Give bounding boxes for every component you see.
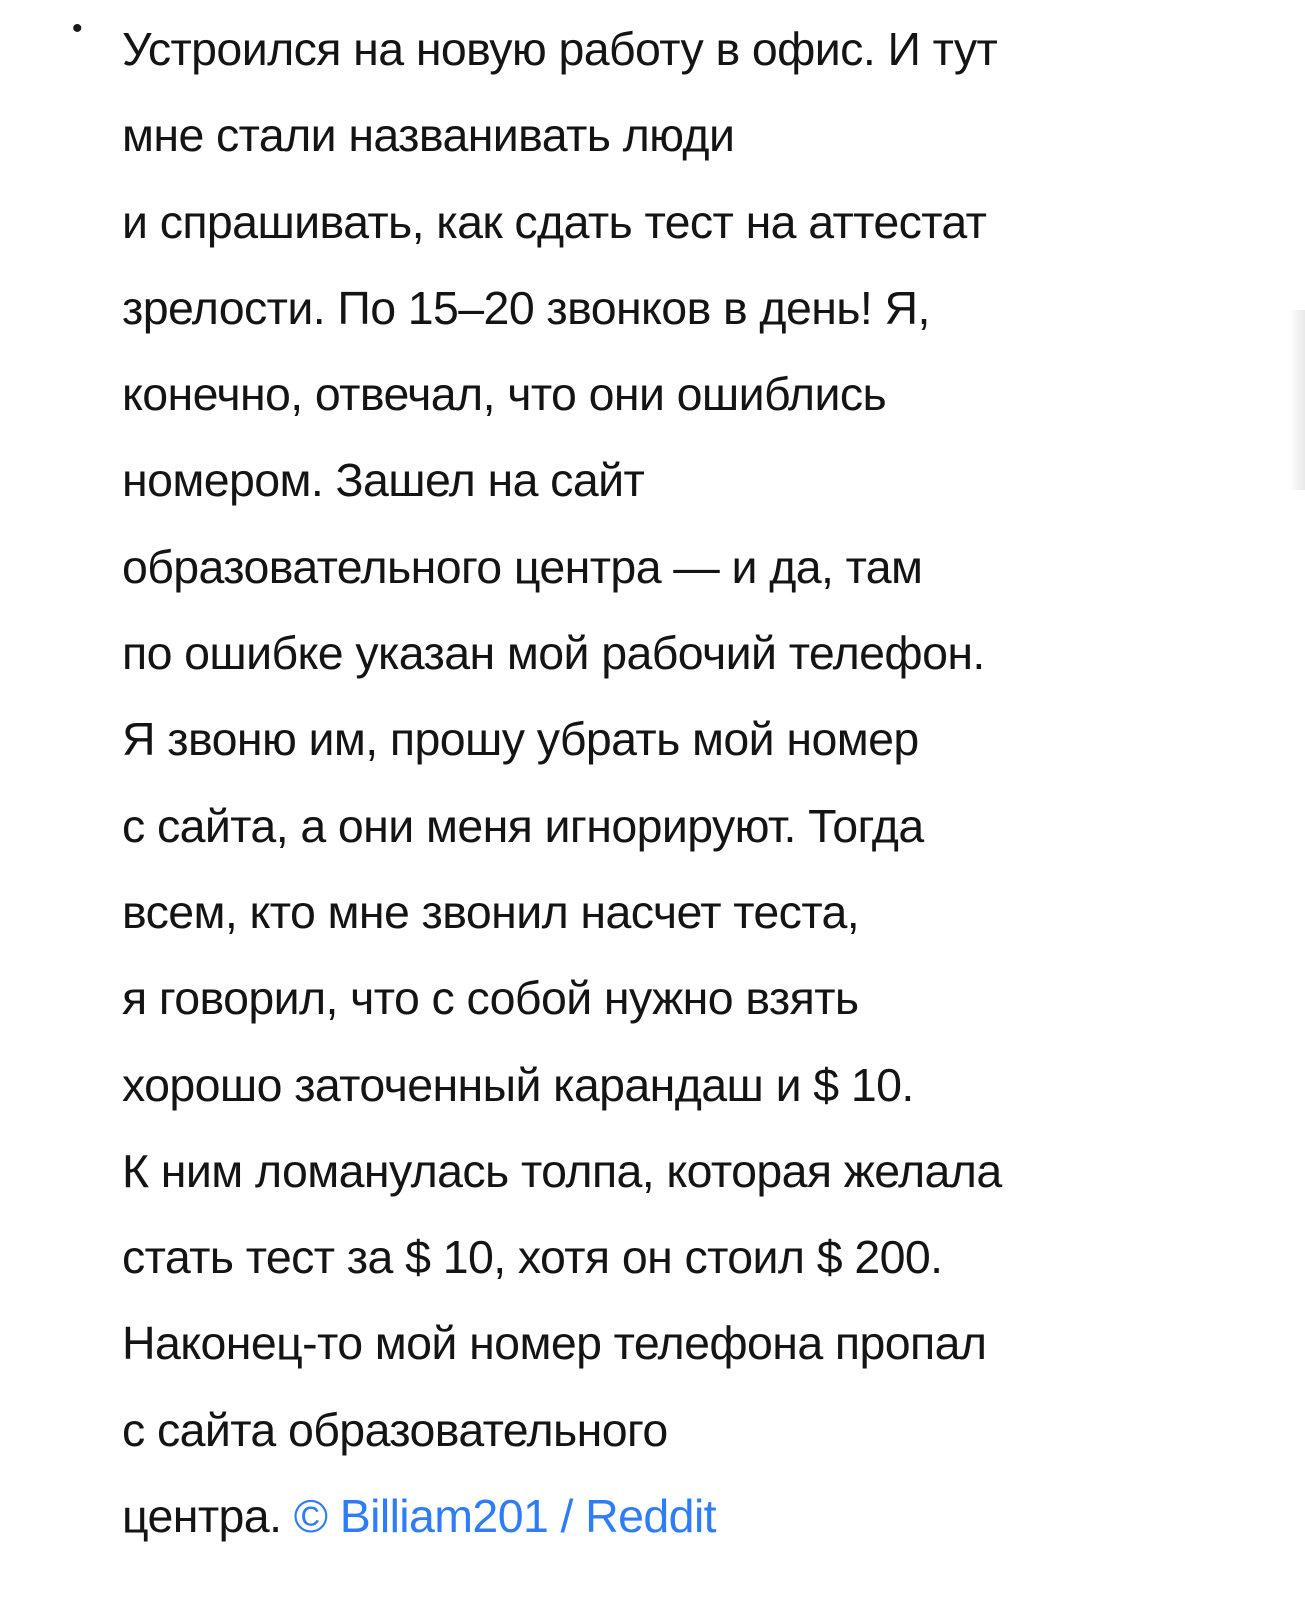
paragraph-line-15: стать тест за $ 10, хотя он стоил $ 200. — [122, 1231, 943, 1284]
story-paragraph — [122, 6, 1242, 1559]
paragraph-line-4: зрелости. По 15–20 звонков в день! Я, — [122, 281, 930, 334]
paragraph-line-1: Устроился на новую работу в офис. И тут — [122, 23, 998, 75]
page-edge-shadow — [1289, 310, 1305, 490]
paragraph-line-10: с сайта, а они меня игнорируют. Тогда — [122, 799, 924, 852]
paragraph-line-7: образовательного центра — и да, там — [122, 540, 923, 593]
list-bullet: • — [72, 12, 83, 45]
paragraph-line-17: с сайта образовательного — [122, 1403, 668, 1456]
paragraph-line-12: я говорил, что с собой нужно взять — [122, 972, 859, 1025]
paragraph-line-2: мне стали названивать люди — [122, 109, 735, 162]
final-line-text: центра. — [122, 1490, 282, 1543]
source-credit-link[interactable]: © Billiam201 / Reddit — [293, 1490, 716, 1543]
paragraph-line-5: конечно, отвечал, что они ошиблись — [122, 368, 887, 421]
paragraph-line-9: Я звоню им, прошу убрать мой номер — [122, 713, 919, 766]
paragraph-line-11: всем, кто мне звонил насчет теста, — [122, 885, 860, 938]
paragraph-line-3: и спрашивать, как сдать тест на аттестат — [122, 195, 987, 248]
paragraph-line-8: по ошибке указан мой рабочий телефон. — [122, 627, 985, 680]
paragraph-line-6: номером. Зашел на сайт — [122, 454, 645, 507]
paragraph-line-14: К ним ломанулась толпа, которая желала — [122, 1144, 1002, 1197]
paragraph-line-16: Наконец-то мой номер телефона пропал — [122, 1317, 987, 1370]
paragraph-line-13: хорошо заточенный карандаш и $ 10. — [122, 1058, 914, 1111]
paragraph-line-18 — [122, 1473, 1242, 1559]
